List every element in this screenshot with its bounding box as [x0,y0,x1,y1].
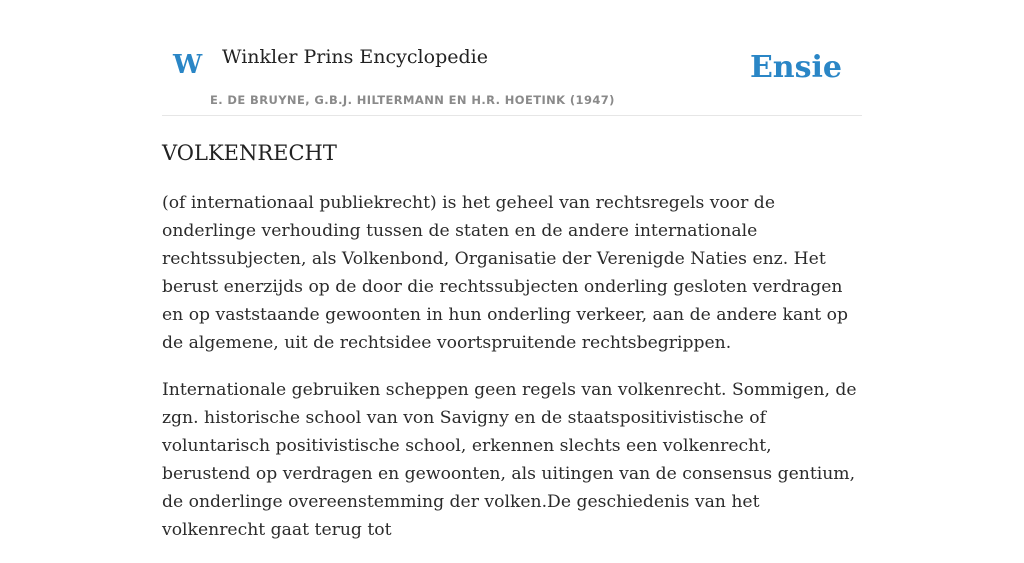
authors-byline: E. DE BRUYNE, G.B.J. HILTERMANN EN H.R. HOETINK (1947) [210,93,615,107]
article-paragraph: (of internationaal publiekrecht) is het geheel van rechtsregels voor de onderlinge verhouding tussen de staten en de andere internationale rechtssubjecten, als Volkenbond, Organisatie der Verenigde Naties enz. Het berust enerzijds op de door die rechtssubjecten onderling gesloten verdragen en op vaststaande gewoonten in hun onderling verkeer, aan de andere kant op de algemene, uit de rechtsidee voortspruitende rechtsbegrippen. [162,193,848,354]
winkler-prins-logo[interactable]: W [173,50,203,80]
ensie-logo-link[interactable]: Ensie [749,50,842,85]
encyclopedia-title[interactable]: Winkler Prins Encyclopedie [222,46,488,68]
site-header [162,40,862,116]
article [162,140,862,563]
article-title: VOLKENRECHT [162,141,337,165]
article-paragraph: Internationale gebruiken scheppen geen regels van volkenrecht. Sommigen, de zgn. historische school van von Savigny en de staatspositivistische of voluntarisch positivistische school, erkennen slechts een volkenrecht, berustend op verdragen en gewoonten, als uitingen van de consensus gentium, de onderlinge overeenstemming der volken.De geschiedenis van het volkenrecht gaat terug tot [162,380,857,541]
